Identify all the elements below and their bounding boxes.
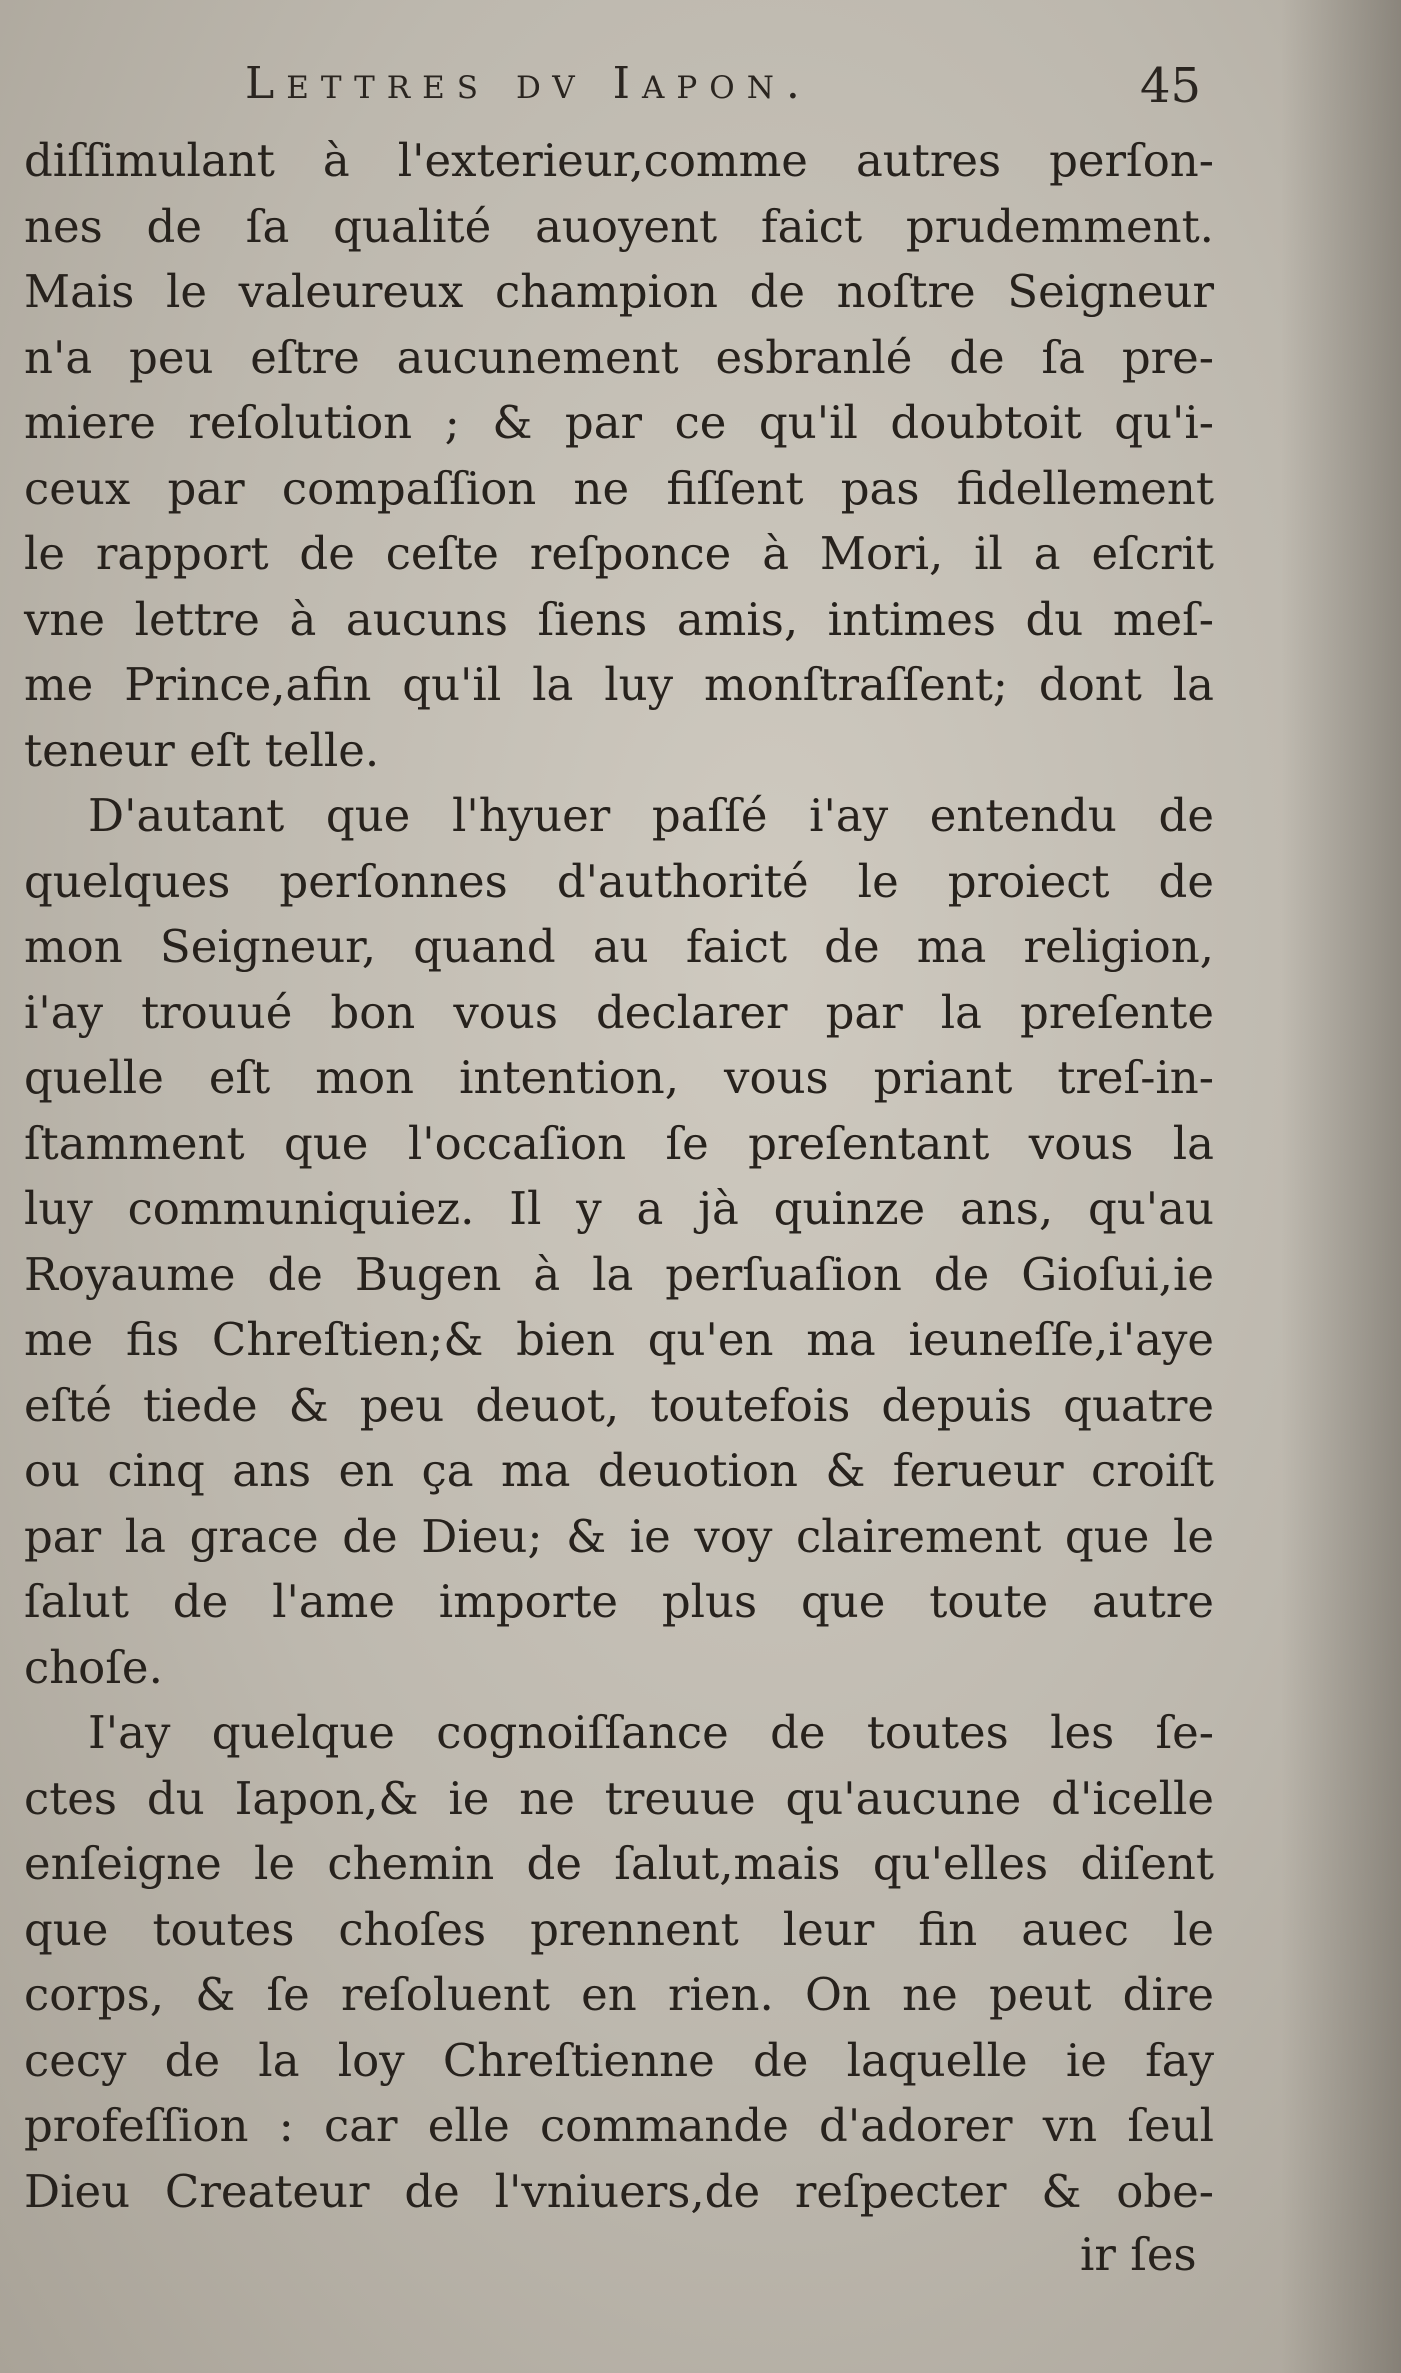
text-line: ſalut de l'ame importe plus que toute autre: [24, 1575, 1214, 1628]
text-line: quelle eſt mon intention, vous priant treſ-in-: [24, 1051, 1214, 1104]
text-line: mon Seigneur, quand au faict de ma religion,: [24, 920, 1214, 973]
text-line: ctes du Iapon,& ie ne treuue qu'aucune d'icelle: [24, 1771, 1214, 1825]
text-line: n'a peu eſtre aucunement esbranlé de ſa pre-: [24, 330, 1214, 384]
text-line: enſeigne le chemin de ſalut,mais qu'elles diſent: [24, 1837, 1214, 1890]
text-line: ſtamment que l'occaſion ſe preſentant vous la: [24, 1116, 1214, 1170]
text-line: vne lettre à aucuns ſiens amis, intimes du meſ-: [24, 592, 1214, 646]
running-head: [0, 58, 1401, 118]
text-line: me Prince,afin qu'il la luy monſtraſſent; dont la: [24, 658, 1214, 711]
text-line: ceux par compaſſion ne fiſſent pas fidellement: [24, 461, 1214, 515]
text-line: me fis Chreſtien;& bien qu'en ma ieuneſſe,i'aye: [24, 1313, 1214, 1366]
text-line: que toutes choſes prennent leur fin auec le: [24, 1902, 1214, 1956]
text-line: profeſſion : car elle commande d'adorer vn ſeul: [24, 2099, 1214, 2152]
text-line: le rapport de ceſte reſponce à Mori, il a eſcrit: [24, 527, 1214, 580]
text-line: choſe.: [24, 1640, 163, 1694]
text-line: luy communiquiez. Il y a jà quinze ans, qu'au: [24, 1182, 1214, 1235]
text-line: i'ay trouué bon vous declarer par la preſente: [24, 985, 1214, 1039]
text-line: quelques perſonnes d'authorité le proiect de: [24, 854, 1214, 908]
paragraph-1: [24, 128, 1214, 783]
page-number: 45: [1140, 58, 1202, 114]
text-line: D'autant que l'hyuer paſſé i'ay entendu de: [88, 789, 1214, 842]
text-line: Royaume de Bugen à la perſuaſion de Gioſui,ie: [24, 1247, 1214, 1301]
text-line: Dieu Createur de l'vniuers,de reſpecter & obe-: [24, 2164, 1214, 2218]
text-line: I'ay quelque cognoiſſance de toutes les ſe-: [88, 1706, 1214, 1759]
text-line: cecy de la loy Chreſtienne de laquelle ie fay: [24, 2033, 1214, 2087]
text-line: eſté tiede & peu deuot, toutefois depuis quatre: [24, 1378, 1214, 1432]
text-line: miere reſolution ; & par ce qu'il doubtoit qu'i-: [24, 396, 1214, 449]
text-line: ou cinq ans en ça ma deuotion & ferueur croiſt: [24, 1444, 1214, 1497]
text-line: par la grace de Dieu; & ie voy clairement que le: [24, 1509, 1214, 1563]
running-title: Lettres dv Iapon.: [245, 58, 812, 109]
text-line: diſſimulant à l'exterieur,comme autres perſon-: [24, 134, 1214, 187]
page-edge-shadow: [1281, 0, 1401, 2373]
text-line: Mais le valeureux champion de noſtre Seigneur: [24, 265, 1214, 318]
body-text: [24, 128, 1214, 2224]
text-line: teneur eſt telle.: [24, 723, 380, 777]
text-line: corps, & ſe reſoluent en rien. On ne peut dire: [24, 1968, 1214, 2021]
paragraph-2: [24, 783, 1214, 1700]
paragraph-3: [24, 1700, 1214, 2224]
catchword: ir ſes: [1080, 2228, 1197, 2281]
text-line: nes de ſa qualité auoyent faict prudemment.: [24, 199, 1214, 253]
